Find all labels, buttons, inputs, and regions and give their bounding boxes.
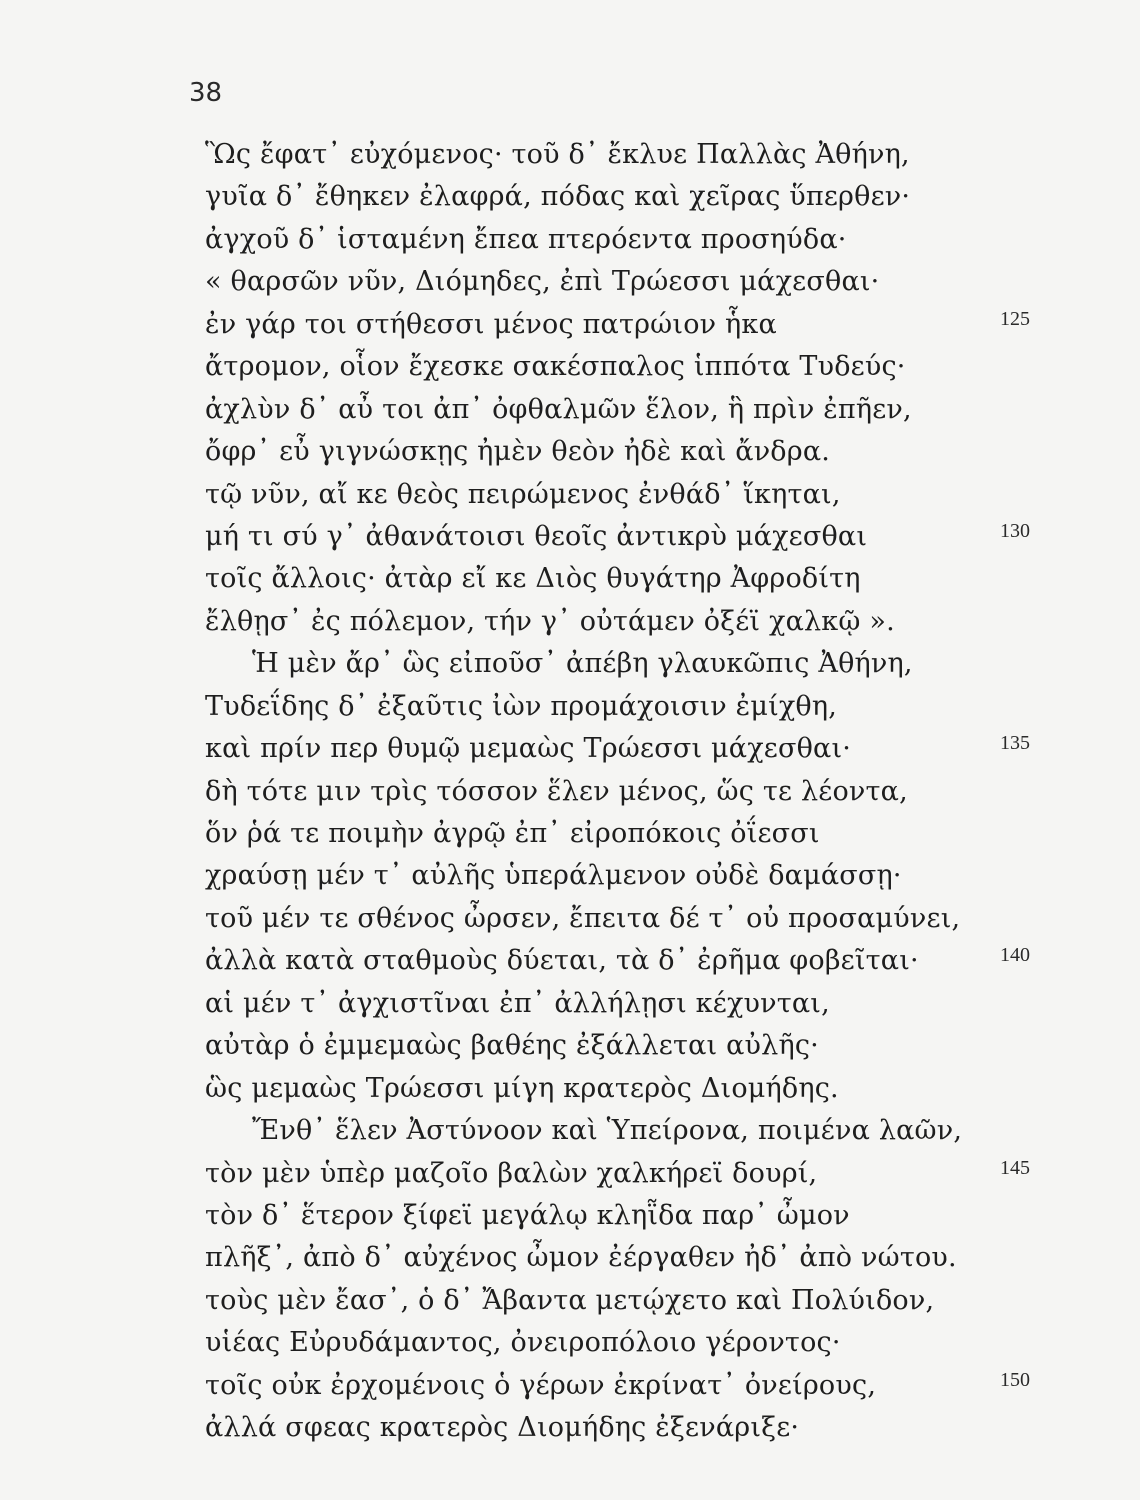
verse-text: ὅν ῥά τε ποιμὴν ἀγρῷ ἐπ᾽ εἰροπόκοις ὀΐεσσι (205, 818, 820, 849)
verse-text: τῷ νῦν, αἴ κε θεὸς πειρώμενος ἐνθάδ᾽ ἵκηται, (205, 478, 841, 510)
line-number: 150 (1000, 1368, 1030, 1391)
verse-text: χραύσῃ μέν τ᾽ αὐλῆς ὑπεράλμενον οὐδὲ δαμάσσῃ· (205, 860, 902, 892)
line-number: 140 (1000, 944, 1030, 967)
page-number: 38 (189, 78, 223, 108)
verse-line (0, 1068, 1140, 1110)
verse-text: ἀλλά σφεας κρατερὸς Διομήδης ἐξενάριξε· (205, 1412, 800, 1444)
verse-text: ἐν γάρ τοι στήθεσσι μένος πατρώιον ἧκα (205, 308, 777, 340)
verse-text: ἀχλὺν δ᾽ αὖ τοι ἀπ᾽ ὀφθαλμῶν ἕλον, ἣ πρὶν ἐπῆεν, (205, 393, 912, 425)
verse-text: ἄτρομον, οἷον ἔχεσκε σακέσπαλος ἱππότα Τυδεύς· (205, 351, 906, 383)
verse-line (0, 601, 1140, 643)
verse-text: τὸν δ᾽ ἕτερον ξίφεϊ μεγάλῳ κληῗδα παρ᾽ ὦμον (205, 1199, 850, 1231)
verse-text: αὐτὰρ ὁ ἐμμεμαὼς βαθέης ἐξάλλεται αὐλῆς· (205, 1030, 819, 1062)
line-number: 145 (1000, 1156, 1030, 1179)
verse-text: τὸν μὲν ὑπὲρ μαζοῖο βαλὼν χαλκήρεϊ δουρί, (205, 1157, 818, 1189)
verse-line (0, 983, 1140, 1025)
verse-line (0, 643, 1140, 685)
verse-text: ἀλλὰ κατὰ σταθμοὺς δύεται, τὰ δ᾽ ἐρῆμα φοβεῖται· (205, 945, 919, 977)
verse-line (0, 1237, 1140, 1279)
verse-text: τοὺς μὲν ἔασ᾽, ὁ δ᾽ Ἄβαντα μετῴχετο καὶ Πολύιδον, (205, 1284, 935, 1316)
verse-line (0, 1407, 1140, 1449)
verse-text: τοῖς ἄλλοις· ἀτὰρ εἴ κε Διὸς θυγάτηρ Ἀφροδίτη (205, 563, 861, 595)
verse-text: καὶ πρίν περ θυμῷ μεμαὼς Τρώεσσι μάχεσθαι· (205, 733, 852, 765)
verse-text: Ὣς ἔφατ᾽ εὐχόμενος· τοῦ δ᾽ ἔκλυε Παλλὰς Ἀθήνη, (205, 139, 910, 170)
verse-line (0, 813, 1140, 855)
verse-line (0, 771, 1140, 813)
verse-text: ἀγχοῦ δ᾽ ἱσταμένη ἔπεα πτερόεντα προσηύδα· (205, 223, 847, 255)
verse-text: Τυδεΐδης δ᾽ ἐξαῦτις ἰὼν προμάχοισιν ἐμίχθη, (205, 690, 838, 722)
verse-line (0, 219, 1140, 261)
verse-text: μή τι σύ γ᾽ ἀθανάτοισι θεοῖς ἀντικρὺ μάχεσθαι (205, 520, 868, 552)
verse-line (0, 1322, 1140, 1364)
verse-text: ἔλθῃσ᾽ ἐς πόλεμον, τήν γ᾽ οὐτάμεν ὀξέϊ χαλκῷ ». (205, 605, 895, 637)
line-number: 125 (1000, 307, 1030, 330)
verse-text: « θαρσῶν νῦν, Διόμηδες, ἐπὶ Τρώεσσι μάχεσθαι· (205, 266, 880, 298)
verse-line (0, 728, 1140, 770)
verse-line (0, 474, 1140, 516)
verse-line (0, 686, 1140, 728)
verse-line (0, 261, 1140, 303)
verse-text: Ἔνθ᾽ ἕλεν Ἀστύνοον καὶ Ὑπείρονα, ποιμένα λαῶν, (252, 1115, 963, 1147)
verse-line (0, 1153, 1140, 1195)
verse-text: υἱέας Εὐρυδάμαντος, ὀνειροπόλοιο γέροντος· (205, 1327, 841, 1359)
verse-text: Ἡ μὲν ἄρ᾽ ὣς εἰποῦσ᾽ ἀπέβη γλαυκῶπις Ἀθήνη, (252, 648, 913, 680)
verse-line (0, 1025, 1140, 1067)
verse-text: ὣς μεμαὼς Τρώεσσι μίγη κρατερὸς Διομήδης. (205, 1072, 839, 1104)
verse-text: πλῆξ᾽, ἀπὸ δ᾽ αὐχένος ὦμον ἐέργαθεν ἠδ᾽ ἀπὸ νώτου. (205, 1242, 957, 1274)
verse-block (0, 134, 1140, 1450)
verse-line (0, 1365, 1140, 1407)
verse-line (0, 940, 1140, 982)
verse-line (0, 898, 1140, 940)
verse-line (0, 431, 1140, 473)
verse-line (0, 304, 1140, 346)
verse-text: γυῖα δ᾽ ἔθηκεν ἐλαφρά, πόδας καὶ χεῖρας ὕπερθεν· (205, 181, 911, 213)
verse-line (0, 1195, 1140, 1237)
verse-text: αἱ μέν τ᾽ ἀγχιστῖναι ἐπ᾽ ἀλλήλῃσι κέχυνται, (205, 987, 830, 1019)
verse-line (0, 389, 1140, 431)
verse-text: δὴ τότε μιν τρὶς τόσσον ἕλεν μένος, ὥς τε λέοντα, (205, 775, 908, 807)
line-number: 130 (1000, 519, 1030, 542)
verse-line (0, 134, 1140, 176)
verse-line (0, 855, 1140, 897)
verse-line (0, 1280, 1140, 1322)
verse-line (0, 176, 1140, 218)
verse-line (0, 558, 1140, 600)
verse-line (0, 346, 1140, 388)
line-number: 135 (1000, 732, 1030, 755)
verse-line (0, 1110, 1140, 1152)
verse-text: τοῦ μέν τε σθένος ὦρσεν, ἔπειτα δέ τ᾽ οὐ προσαμύνει, (205, 902, 961, 934)
verse-text: ὄφρ᾽ εὖ γιγνώσκῃς ἠμὲν θεὸν ἠδὲ καὶ ἄνδρα. (205, 436, 831, 468)
verse-text: τοῖς οὐκ ἐρχομένοις ὁ γέρων ἐκρίνατ᾽ ὀνείρους, (205, 1369, 877, 1401)
verse-line (0, 516, 1140, 558)
